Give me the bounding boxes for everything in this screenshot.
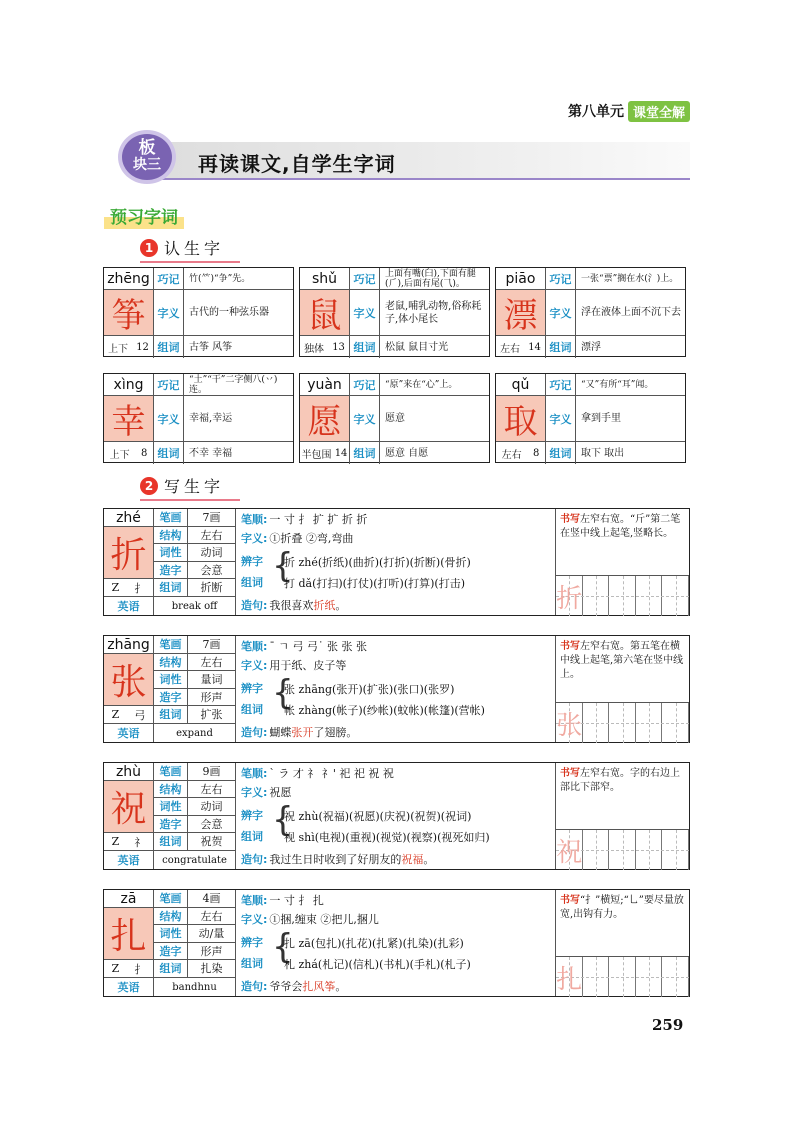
- sentence-highlight: 扎风筝: [302, 980, 336, 993]
- trace-char: 折: [556, 583, 583, 614]
- brace-symbol: {: [272, 673, 294, 713]
- distinguish-label-text: 辨字: [241, 936, 263, 949]
- info-label: 组词: [154, 833, 188, 851]
- group-label: [241, 955, 265, 971]
- brace-symbol: {: [272, 800, 294, 840]
- sentence-pre: 我过生日时收到了好朋友的: [269, 853, 402, 866]
- distinguish-line-1: 张 zhāng(张开)(扩张)(张口)(张罗): [284, 683, 455, 696]
- unit-header: [520, 100, 690, 122]
- char-structure-strokes: [496, 336, 546, 358]
- char-meaning: [241, 784, 291, 800]
- info-label: 结构: [154, 908, 188, 926]
- info-value: 扩张: [188, 706, 236, 724]
- distinguish-line-1: 祝 zhù(祝福)(祝愿)(庆祝)(祝贺)(祝词): [284, 810, 472, 823]
- sentence-pre: 爷爷会: [269, 980, 303, 993]
- char-meaning: 愿意: [380, 396, 489, 442]
- info-value: 动词: [188, 544, 236, 562]
- char-pinyin: qǔ: [496, 374, 546, 396]
- sentence-post: 。: [335, 599, 347, 612]
- char-strokes: 8: [532, 447, 540, 459]
- writing-grid: [556, 829, 689, 869]
- write-number: 2: [140, 477, 158, 495]
- tip-label: 巧记: [154, 374, 184, 396]
- info-value: 左右: [188, 908, 236, 926]
- distinguish-label-text: 辨字: [241, 555, 263, 568]
- info-value: 量词: [188, 671, 236, 689]
- distinguish-line-2: 视 shì(电视)(重视)(视觉)(视察)(视死如归): [284, 831, 490, 844]
- stroke-order-label: 笔顺:: [241, 640, 268, 653]
- info-label: 结构: [154, 654, 188, 672]
- char-details: [236, 509, 556, 615]
- distinguish-label: [241, 680, 265, 696]
- info-value: 左右: [188, 654, 236, 672]
- recognize-card: [495, 267, 686, 357]
- char-words: 松鼠 鼠目寸光: [385, 341, 449, 353]
- write-title: 写生字: [164, 477, 225, 496]
- sentence-label: 造句:: [241, 599, 268, 612]
- char-meaning: [241, 530, 353, 546]
- stroke-order-label: 笔顺:: [241, 894, 268, 907]
- sentence-highlight: 祝福: [401, 853, 424, 866]
- info-value: 形声: [188, 689, 236, 707]
- writing-note: [560, 894, 687, 922]
- tip-label: 巧记: [350, 374, 380, 396]
- stroke-order: [241, 511, 367, 527]
- writing-grid: [556, 956, 689, 996]
- char-meaning: [241, 911, 379, 927]
- distinguish-line-1: 折 zhé(折纸)(曲折)(打折)(折断)(骨折): [284, 556, 471, 569]
- info-value: 祝贺: [188, 833, 236, 851]
- writing-guide: [556, 509, 689, 615]
- radical-info: [104, 579, 154, 597]
- writing-note: [560, 513, 687, 541]
- char-structure: 左右: [501, 449, 522, 461]
- unit-title: 第八单元: [567, 104, 624, 120]
- info-value: 左右: [188, 527, 236, 545]
- char-glyph: 愿: [300, 396, 350, 442]
- distinguish-label: [241, 934, 265, 950]
- char-glyph: 张: [104, 654, 154, 706]
- char-tip: “原”来在“心”上。: [380, 374, 489, 396]
- radical-info: [104, 960, 154, 978]
- radical: 礻: [134, 835, 146, 849]
- info-label: 造字: [154, 689, 188, 707]
- char-glyph: 幸: [104, 396, 154, 442]
- info-value: 7画: [188, 636, 236, 654]
- sentence-post: 。: [335, 980, 347, 993]
- english-value: bandhnu: [154, 978, 236, 996]
- write-card: [103, 635, 690, 743]
- char-meaning: 老鼠,哺乳动物,俗称耗子,体小尾长: [380, 290, 489, 336]
- example-sentence: [241, 724, 357, 740]
- info-value: 会意: [188, 562, 236, 580]
- example-sentence: [241, 597, 346, 613]
- writing-note-text: “扌”横短;“乚”要尽量放宽,出钩有力。: [560, 895, 684, 920]
- writing-grid: [556, 702, 689, 742]
- char-details: [236, 636, 556, 742]
- example-sentence: [241, 851, 434, 867]
- writing-label: 书写: [560, 895, 580, 906]
- char-glyph: 取: [496, 396, 546, 442]
- char-pinyin: yuàn: [300, 374, 350, 396]
- english-value: expand: [154, 724, 236, 742]
- section-badge: [118, 130, 176, 184]
- char-glyph: 折: [104, 527, 154, 579]
- write-card: [103, 508, 690, 616]
- recognize-card: [495, 373, 686, 463]
- brace-symbol: {: [272, 546, 294, 586]
- stroke-order: [241, 638, 367, 654]
- char-words: 古筝 风筝: [189, 341, 233, 353]
- char-strokes: 8: [140, 447, 148, 459]
- char-meaning: 浮在液体上面不沉下去: [576, 290, 685, 336]
- info-value: 4画: [188, 890, 236, 908]
- write-card: [103, 889, 690, 997]
- badge-bottom: 块三: [133, 157, 161, 173]
- writing-note: [560, 767, 687, 795]
- recognize-card: [299, 373, 490, 463]
- recognize-card: [299, 267, 490, 357]
- info-label: 组词: [154, 960, 188, 978]
- group-label: [241, 574, 265, 590]
- radical-letter: Z: [111, 708, 120, 721]
- write-card: [103, 762, 690, 870]
- trace-char: 张: [556, 710, 583, 741]
- distinguish-line-2: 打 dǎ(打扫)(打仗)(打听)(打算)(打击): [284, 577, 466, 590]
- meaning-value: ①折叠 ②弯,弯曲: [269, 532, 354, 545]
- char-strokes: 12: [136, 341, 149, 353]
- group-label-text: 组词: [241, 703, 263, 716]
- writing-label: 书写: [560, 768, 580, 779]
- distinguish-line-2: 札 zhá(札记)(信札)(书札)(手札)(札子): [284, 958, 471, 971]
- unit-tag: 课堂全解: [628, 101, 690, 122]
- section-banner: [118, 130, 690, 185]
- sentence-post: 了翅膀。: [313, 726, 358, 739]
- sentence-label: 造句:: [241, 980, 268, 993]
- char-glyph: 扎: [104, 908, 154, 960]
- words-label: 组词: [546, 336, 576, 358]
- trace-char: 祝: [556, 837, 583, 868]
- char-pinyin: piāo: [496, 268, 546, 290]
- meaning-label: 字义: [350, 396, 380, 442]
- char-glyph: 鼠: [300, 290, 350, 336]
- badge-top: 板: [138, 138, 156, 158]
- char-strokes: 13: [332, 341, 345, 353]
- char-structure: 半包围: [301, 449, 332, 461]
- writing-guide: [556, 763, 689, 869]
- info-value: 动词: [188, 798, 236, 816]
- writing-guide: [556, 890, 689, 996]
- char-pinyin: xìng: [104, 374, 154, 396]
- writing-label: 书写: [560, 641, 580, 652]
- info-value: 形声: [188, 943, 236, 961]
- writing-label: 书写: [560, 514, 580, 525]
- meaning-label: 字义:: [241, 532, 268, 545]
- char-words: 漂浮: [581, 341, 601, 353]
- radical-letter: Z: [111, 835, 120, 848]
- radical-letter: Z: [111, 962, 120, 975]
- tip-label: 巧记: [350, 268, 380, 290]
- meaning-label: 字义: [350, 290, 380, 336]
- info-value: 折断: [188, 579, 236, 597]
- words-label: 组词: [154, 336, 184, 358]
- info-value: 左右: [188, 781, 236, 799]
- sentence-post: 。: [423, 853, 435, 866]
- info-label: 组词: [154, 579, 188, 597]
- char-pinyin: shǔ: [300, 268, 350, 290]
- char-pinyin: zā: [104, 890, 154, 908]
- sentence-highlight: 折纸: [313, 599, 336, 612]
- char-pinyin: zhé: [104, 509, 154, 527]
- writing-grid: [556, 575, 689, 615]
- meaning-label: 字义: [546, 396, 576, 442]
- char-tip: “又”有所“耳”闻。: [576, 374, 685, 396]
- meaning-label: 字义: [154, 396, 184, 442]
- recognize-heading: [140, 236, 240, 263]
- radical-info: [104, 706, 154, 724]
- info-value: 会意: [188, 816, 236, 834]
- section-title: 再读课文,自学生字词: [198, 152, 396, 176]
- stroke-order-label: 笔顺:: [241, 513, 268, 526]
- char-tip: 上面有嘴(臼),下面有腿(⺁),后面有尾(⺄)。: [380, 268, 489, 290]
- radical-info: [104, 833, 154, 851]
- char-meaning: 古代的一种弦乐器: [184, 290, 293, 336]
- char-glyph: 祝: [104, 781, 154, 833]
- write-heading: [140, 474, 240, 501]
- english-label: 英语: [104, 851, 154, 869]
- info-label: 结构: [154, 527, 188, 545]
- info-label: 笔画: [154, 890, 188, 908]
- char-meaning: [241, 657, 346, 673]
- writing-note-text: 左窄右宽。“斤”第二笔在竖中线上起笔,竖略长。: [560, 514, 681, 539]
- info-value: 9画: [188, 763, 236, 781]
- meaning-value: 祝愿: [269, 786, 292, 799]
- distinguish-label-text: 辨字: [241, 809, 263, 822]
- sentence-label: 造句:: [241, 853, 268, 866]
- char-strokes: 14: [528, 341, 541, 353]
- trace-char: 扎: [556, 964, 583, 995]
- info-label: 笔画: [154, 509, 188, 527]
- radical: 扌: [134, 962, 146, 976]
- recognize-title: 认生字: [164, 239, 225, 258]
- group-label-text: 组词: [241, 957, 263, 970]
- char-meaning: 幸福,幸运: [184, 396, 293, 442]
- info-label: 笔画: [154, 763, 188, 781]
- char-details: [236, 890, 556, 996]
- english-value: congratulate: [154, 851, 236, 869]
- char-structure-strokes: [496, 442, 546, 464]
- stroke-order-label: 笔顺:: [241, 767, 268, 780]
- info-label: 造字: [154, 943, 188, 961]
- char-strokes: 14: [334, 447, 348, 459]
- char-pinyin: zhēng: [104, 268, 154, 290]
- recognize-card: [103, 373, 294, 463]
- recognize-number: 1: [140, 239, 158, 257]
- char-words: 不幸 幸福: [189, 447, 233, 459]
- distinguish-label-text: 辨字: [241, 682, 263, 695]
- distinguish-line-2: 帐 zhàng(帐子)(纱帐)(蚊帐)(帐篷)(营帐): [284, 704, 485, 717]
- radical: 弓: [134, 708, 146, 722]
- group-label-text: 组词: [241, 576, 263, 589]
- example-sentence: [241, 978, 346, 994]
- char-structure: 独体: [304, 343, 325, 355]
- meaning-label: 字义: [546, 290, 576, 336]
- stroke-order-value: 一 寸 扌 扩 扩 折 折: [269, 513, 368, 526]
- meaning-label: 字义:: [241, 659, 268, 672]
- english-label: 英语: [104, 978, 154, 996]
- info-label: 词性: [154, 544, 188, 562]
- char-glyph: 筝: [104, 290, 154, 336]
- writing-note: [560, 640, 687, 682]
- info-value: 动/量: [188, 925, 236, 943]
- char-structure-strokes: [300, 442, 350, 464]
- group-label: [241, 701, 265, 717]
- char-tip: “土”“干”二字侧八(丷)连。: [184, 374, 293, 396]
- page-number: 259: [652, 1016, 684, 1034]
- char-structure: 左右: [500, 343, 521, 355]
- group-label: [241, 828, 265, 844]
- stroke-order-value: ˉ ㄱ 弓 弓˙ 张 张 张: [269, 640, 368, 653]
- info-label: 词性: [154, 798, 188, 816]
- writing-note-text: 左窄右宽。第五笔在横中线上起笔,第六笔在竖中线上。: [560, 641, 684, 680]
- tip-label: 巧记: [546, 268, 576, 290]
- info-value: 7画: [188, 509, 236, 527]
- words-label: 组词: [154, 442, 184, 464]
- english-label: 英语: [104, 597, 154, 615]
- info-label: 词性: [154, 925, 188, 943]
- words-label: 组词: [546, 442, 576, 464]
- info-label: 笔画: [154, 636, 188, 654]
- char-words: 愿意 自愿: [385, 447, 429, 459]
- info-label: 造字: [154, 562, 188, 580]
- english-value: break off: [154, 597, 236, 615]
- distinguish-line-1: 扎 zā(包扎)(扎花)(扎紧)(扎染)(扎彩): [284, 937, 464, 950]
- meaning-label: 字义: [154, 290, 184, 336]
- char-words: 取下 取出: [581, 447, 625, 459]
- char-tip: 一张“票”搁在水(氵)上。: [576, 268, 685, 290]
- words-label: 组词: [350, 442, 380, 464]
- preview-heading: 预习字词: [104, 202, 184, 229]
- info-label: 结构: [154, 781, 188, 799]
- radical: 扌: [134, 581, 146, 595]
- stroke-order-value: ` ラ 才 礻 礻' 祀 祀 祝 祝: [269, 767, 394, 780]
- writing-guide: [556, 636, 689, 742]
- sentence-pre: 我很喜欢: [269, 599, 314, 612]
- char-structure-strokes: [104, 442, 154, 464]
- info-label: 组词: [154, 706, 188, 724]
- stroke-order: [241, 765, 394, 781]
- recognize-card: [103, 267, 294, 357]
- sentence-highlight: 张开: [291, 726, 314, 739]
- distinguish-label: [241, 807, 265, 823]
- words-label: 组词: [350, 336, 380, 358]
- info-value: 扎染: [188, 960, 236, 978]
- writing-note-text: 左窄右宽。字的右边上部比下部窄。: [560, 768, 680, 793]
- tip-label: 巧记: [546, 374, 576, 396]
- english-label: 英语: [104, 724, 154, 742]
- info-label: 词性: [154, 671, 188, 689]
- meaning-value: ①捆,缠束 ②把儿,捆儿: [269, 913, 379, 926]
- char-structure-strokes: [104, 336, 154, 358]
- char-structure: 上下: [109, 449, 130, 461]
- sentence-label: 造句:: [241, 726, 268, 739]
- stroke-order-value: 一 寸 扌 扎: [269, 894, 324, 907]
- char-tip: 竹(⺮)“争”先。: [184, 268, 293, 290]
- info-label: 造字: [154, 816, 188, 834]
- char-structure: 上下: [108, 343, 129, 355]
- radical-letter: Z: [111, 581, 120, 594]
- char-glyph: 漂: [496, 290, 546, 336]
- char-meaning: 拿到手里: [576, 396, 685, 442]
- group-label-text: 组词: [241, 830, 263, 843]
- meaning-value: 用于纸、皮子等: [269, 659, 347, 672]
- stroke-order: [241, 892, 324, 908]
- brace-symbol: {: [272, 927, 294, 967]
- char-structure-strokes: [300, 336, 350, 358]
- sentence-pre: 蝴蝶: [269, 726, 292, 739]
- meaning-label: 字义:: [241, 786, 268, 799]
- char-pinyin: zhāng: [104, 636, 154, 654]
- distinguish-label: [241, 553, 265, 569]
- meaning-label: 字义:: [241, 913, 268, 926]
- tip-label: 巧记: [154, 268, 184, 290]
- char-pinyin: zhù: [104, 763, 154, 781]
- char-details: [236, 763, 556, 869]
